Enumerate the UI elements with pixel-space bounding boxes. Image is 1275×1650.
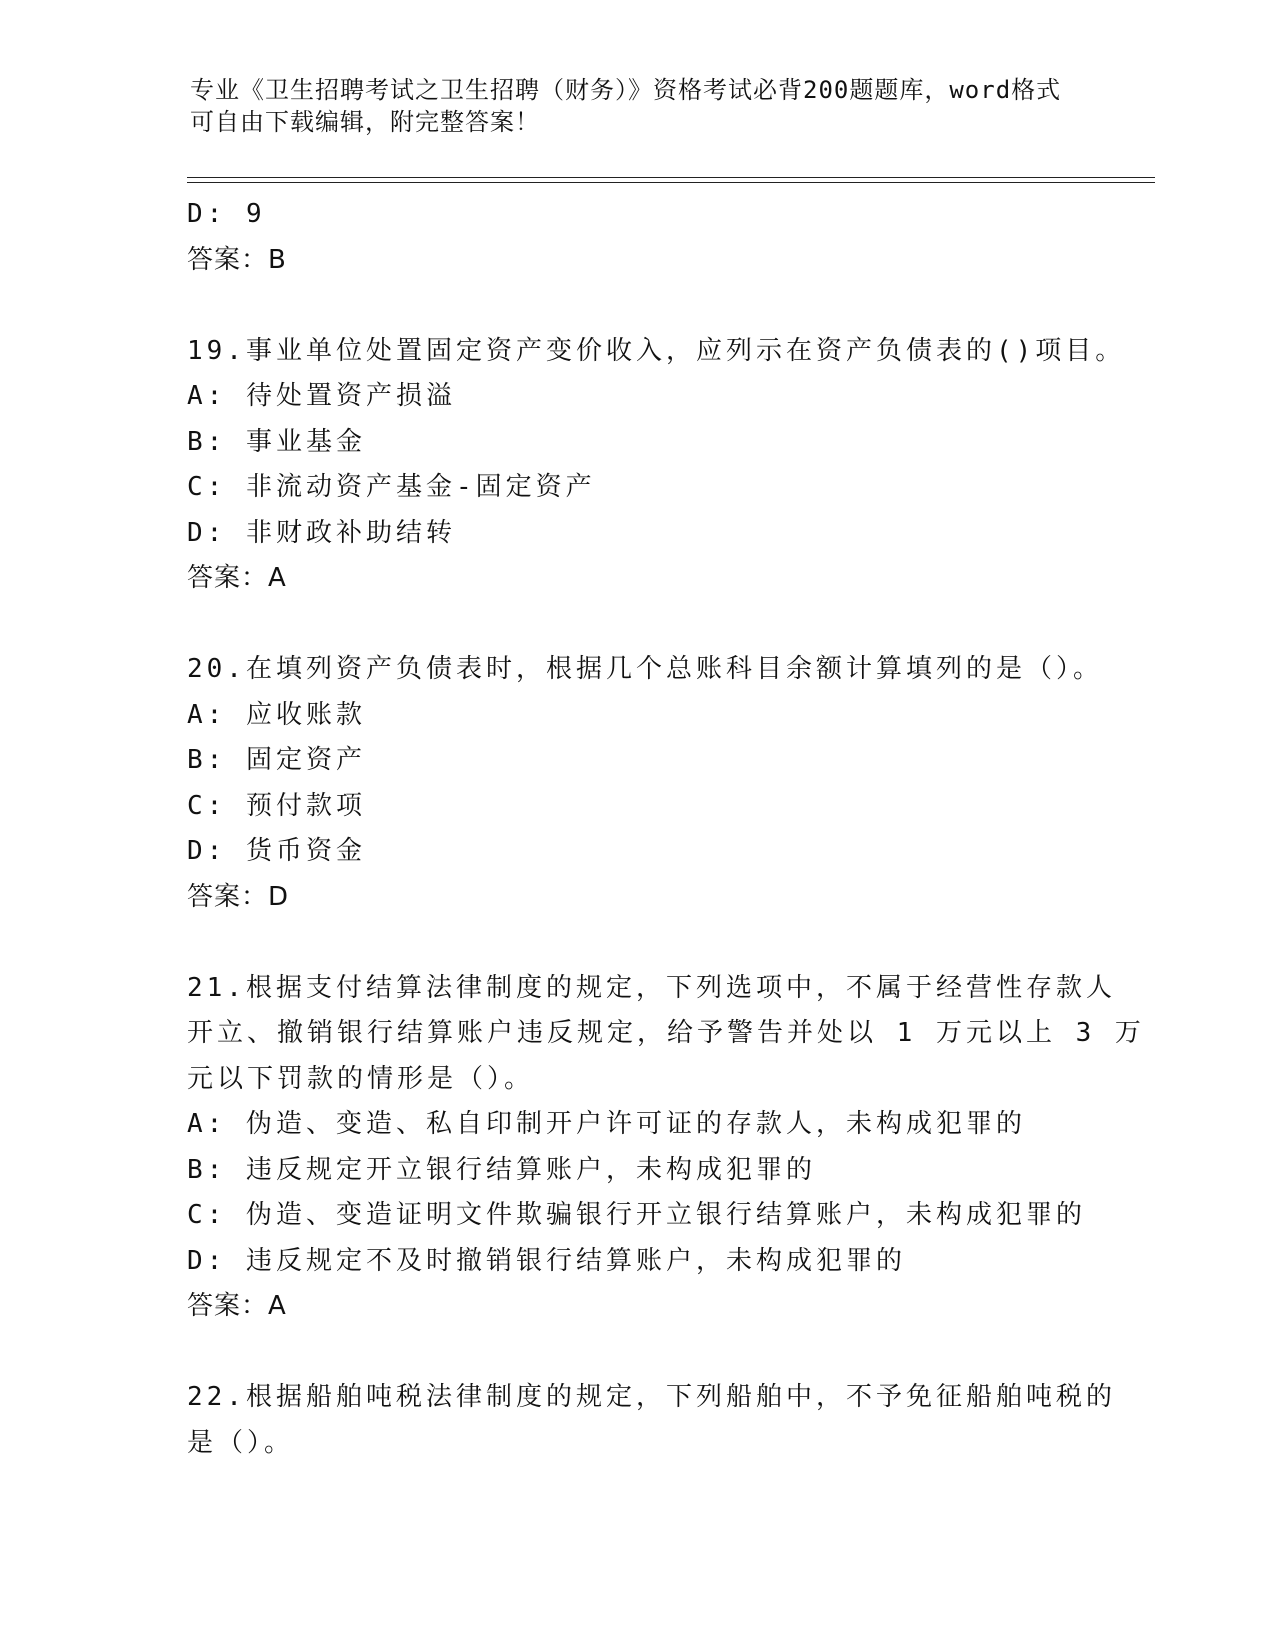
header-rule-top xyxy=(187,177,1155,178)
question-stem-line-1: 21.根据支付结算法律制度的规定，下列选项中，不属于经营性存款人 xyxy=(187,972,1116,1003)
question-stem-line-2: 是（）。 xyxy=(187,1427,295,1458)
option-d: D: 违反规定不及时撤销银行结算账户，未构成犯罪的 xyxy=(187,1245,906,1276)
header-line-2: 可自由下载编辑，附完整答案！ xyxy=(190,108,540,136)
answer: 答案：A xyxy=(187,1291,287,1321)
question-22 xyxy=(187,1375,1116,1466)
question-list xyxy=(187,192,1145,1466)
option-a: A: 待处置资产损溢 xyxy=(187,381,456,411)
option-d: D: 非财政补助结转 xyxy=(187,517,456,548)
question-21 xyxy=(187,966,1145,1330)
option-d: D: 货币资金 xyxy=(187,836,366,866)
spacer xyxy=(187,602,1087,648)
option-b: B: 违反规定开立银行结算账户，未构成犯罪的 xyxy=(187,1154,816,1185)
question-20 xyxy=(187,647,1103,920)
answer: 答案：A xyxy=(187,563,287,593)
option-a: A: 应收账款 xyxy=(187,699,366,730)
header-line-1: 专业《卫生招聘考试之卫生招聘（财务）》资格考试必背200题题库，word格式 xyxy=(190,76,1062,104)
question-stem-line-2: 开立、撤销银行结算账户违反规定，给予警告并处以 1 万元以上 3 万 xyxy=(187,1018,1145,1048)
option-b: B: 固定资产 xyxy=(187,745,366,775)
option-c: C: 伪造、变造证明文件欺骗银行开立银行结算账户，未构成犯罪的 xyxy=(187,1200,1086,1230)
spacer xyxy=(187,283,1087,329)
prev-answer: 答案：B xyxy=(187,244,287,275)
document-header xyxy=(190,74,1070,138)
spacer xyxy=(187,920,1087,966)
answer: 答案：D xyxy=(187,881,290,912)
question-stem: 20.在填列资产负债表时，根据几个总账科目余额计算填列的是（）。 xyxy=(187,654,1103,684)
spacer xyxy=(187,1330,1087,1376)
question-19 xyxy=(187,329,1126,602)
option-a: A: 伪造、变造、私自印制开户许可证的存款人，未构成犯罪的 xyxy=(187,1109,1026,1139)
option-c: C: 预付款项 xyxy=(187,790,366,821)
question-stem-line-1: 22.根据船舶吨税法律制度的规定，下列船舶中，不予免征船舶吨税的 xyxy=(187,1382,1116,1412)
option-b: B: 事业基金 xyxy=(187,426,366,457)
question-stem-line-3: 元以下罚款的情形是（）。 xyxy=(187,1063,535,1094)
option-c: C: 非流动资产基金-固定资产 xyxy=(187,472,596,502)
header-rule-bottom xyxy=(187,182,1155,183)
question-stem: 19.事业单位处置固定资产变价收入，应列示在资产负债表的()项目。 xyxy=(187,335,1126,366)
prev-option-d: D: 9 xyxy=(187,199,266,229)
